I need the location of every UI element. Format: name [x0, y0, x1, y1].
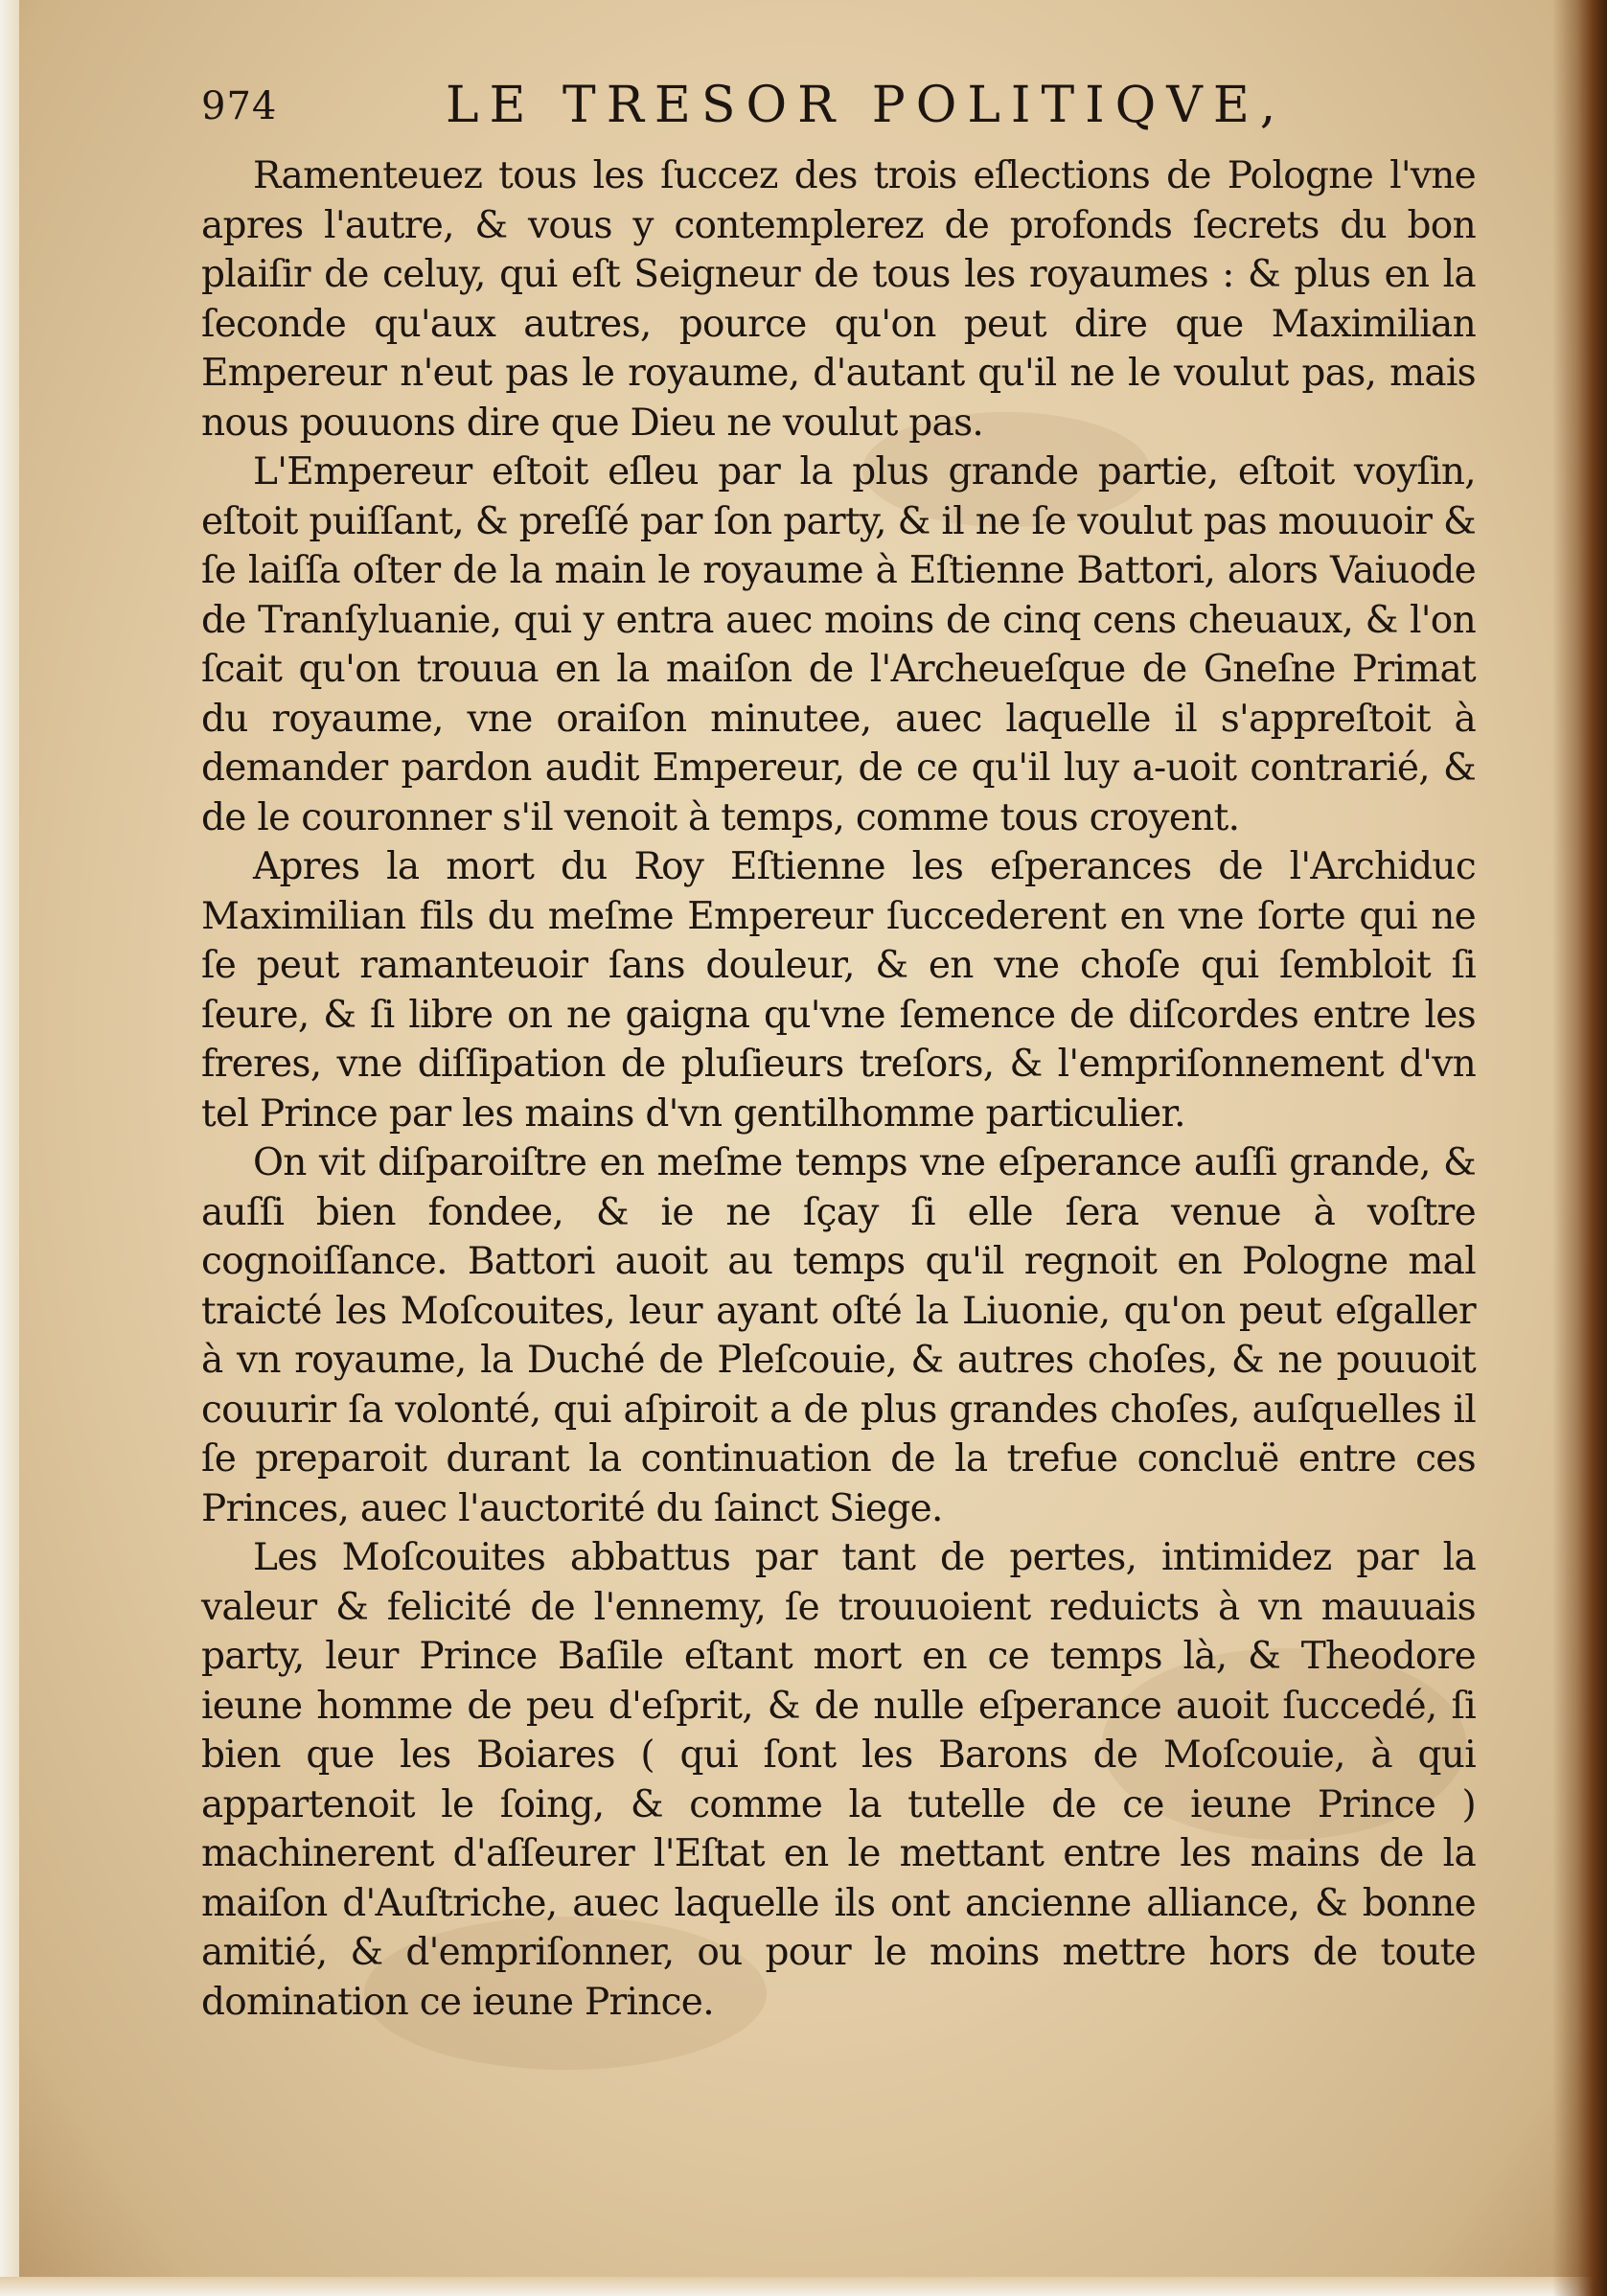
page-number: 974	[201, 84, 278, 128]
scan-margin-bottom	[0, 2277, 1607, 2296]
book-page	[201, 77, 1476, 2027]
paragraph: Ramenteuez tous les ſuccez des trois eſlections de Pologne l'vne apres l'autre, & vous y contemplerez de profonds ſecrets du bon plaiſir de celuy, qui eſt Seigneur de tous les royaumes : & plus en la ſeconde qu'aux autres, pource qu'on peut dire que Maximilian Empereur n'eut pas le royaume, d'autant qu'il ne le voulut pas, mais nous pouuons dire que Dieu ne voulut pas.	[201, 154, 1476, 445]
body-text	[201, 151, 1476, 2027]
scan-margin-left	[0, 0, 19, 2296]
paragraph: Les Moſcouites abbattus par tant de pertes, intimidez par la valeur & felicité de l'ennemy, ſe trouuoient reduicts à vn mauuais party, leur Prince Baſile eſtant mort en ce temps là, & Theodore ieune homme de peu d'eſprit, & de nulle eſperance auoit ſuccedé, ſi bien que les Boiares ( qui ſont les Barons de Moſcouie, à qui appartenoit le ſoing, & comme la tutelle de ce ieune Prince ) machinerent d'aſſeurer l'Eſtat en le mettant entre les mains de la maiſon d'Auſtriche, auec laquelle ils ont ancienne alliance, & bonne amitié, & d'empriſonner, ou pour le moins mettre hors de toute domination ce ieune Prince.	[201, 1536, 1476, 2024]
paragraph: On vit diſparoiſtre en meſme temps vne eſperance auſſi grande, & auſſi bien fondee, & ie ne ſçay ſi elle ſera venue à voſtre cognoiſſance. Battori auoit au temps qu'il regnoit en Pologne mal traicté les Moſcouites, leur ayant oſté la Liuonie, qu'on peut eſgaller à vn royaume, la Duché de Pleſcouie, & autres choſes, & ne pouuoit couurir ſa volonté, qui aſpiroit a de plus grandes choſes, auſquelles il ſe preparoit durant la continuation de la trefue concluë entre ces Princes, auec l'auctorité du ſainct Siege.	[201, 1141, 1476, 1530]
paragraph: Apres la mort du Roy Eſtienne les eſperances de l'Archiduc Maximilian fils du meſme Empereur ſuccederent en vne ſorte qui ne ſe peut ramanteuoir ſans douleur, & en vne choſe qui ſembloit ſi ſeure, & ſi libre on ne gaigna qu'vne ſemence de diſcordes entre les freres, vne diſſipation de pluſieurs treſors, & l'empriſonnement d'vn tel Prince par les mains d'vn gentilhomme particulier.	[201, 845, 1476, 1136]
page-header	[201, 77, 1476, 144]
paragraph: L'Empereur eſtoit eſleu par la plus grande partie, eſtoit voyſin, eſtoit puiſſant, & preſſé par ſon party, & il ne ſe voulut pas mouuoir & ſe laiſſa oſter de la main le royaume à Eſtienne Battori, alors Vaiuode de Tranſyluanie, qui y entra auec moins de cinq cens cheuaux, & l'on ſcait qu'on trouua en la maiſon de l'Archeueſque de Gneſne Primat du royaume, vne oraiſon minutee, auec laquelle il s'appreſtoit à demander pardon audit Empereur, de ce qu'il luy a-uoit contrarié, & de le couronner s'il venoit à temps, comme tous croyent.	[201, 450, 1476, 839]
running-title: LE TRESOR POLITIQVE,	[446, 77, 1287, 134]
book-binding-shadow	[1552, 0, 1607, 2296]
